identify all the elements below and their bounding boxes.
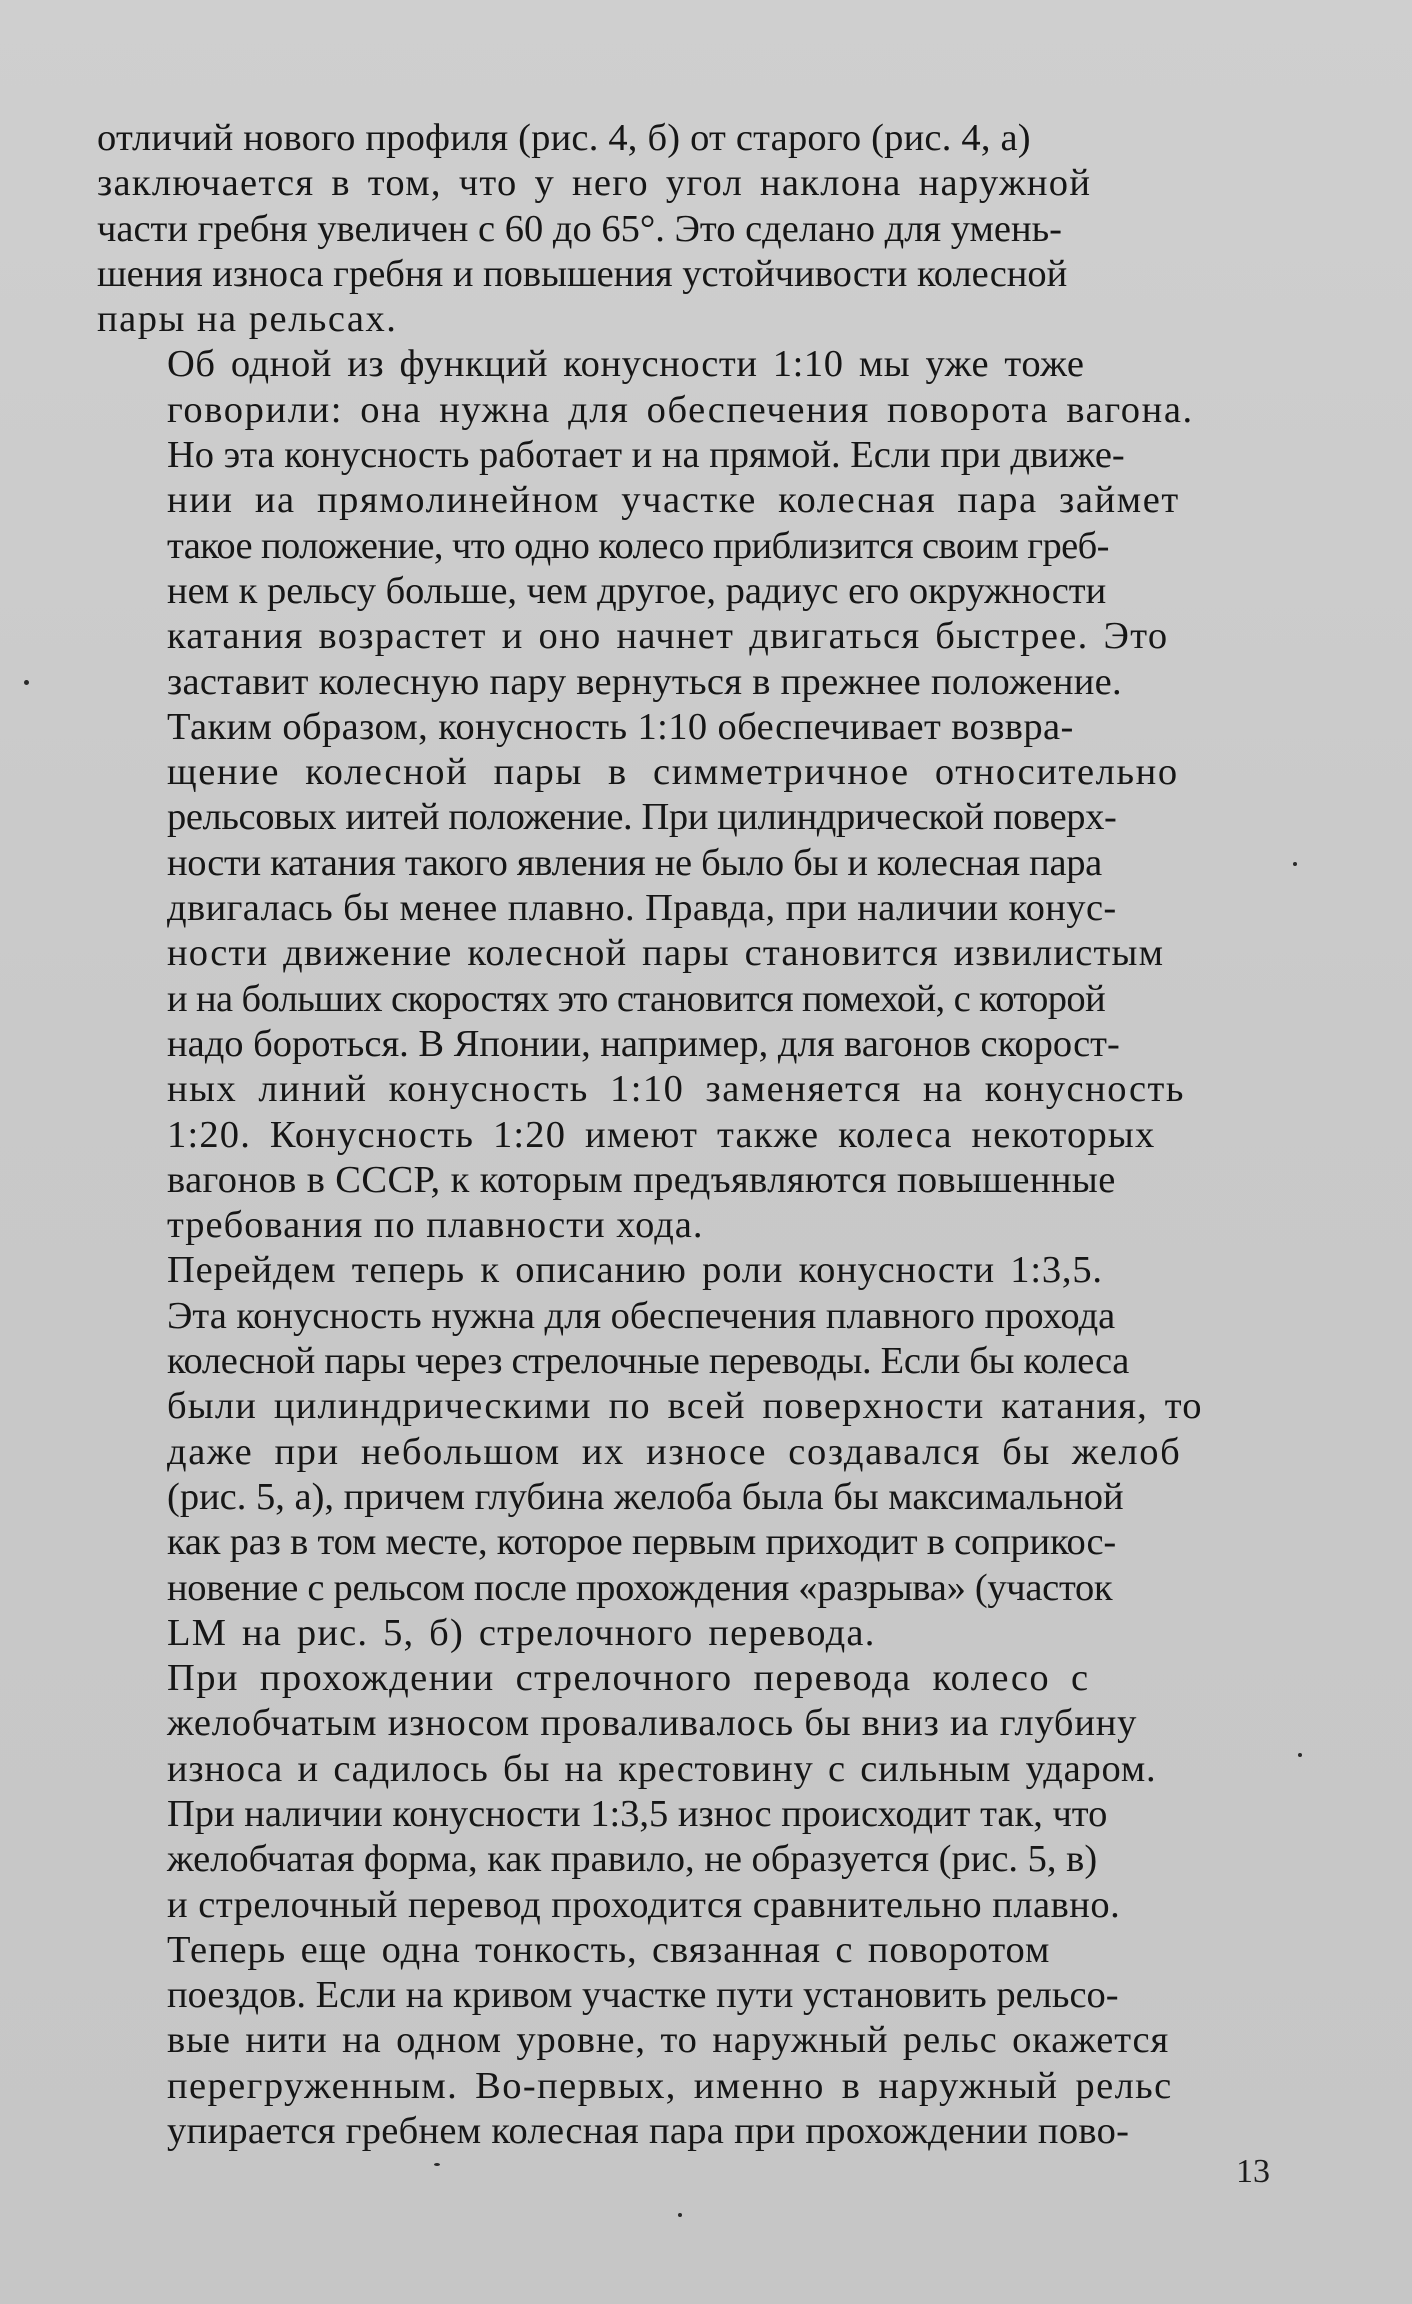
text-line: рельсовых иитей положение. При цилиндрической поверх- — [167, 796, 1117, 839]
text-line: Но эта конусность работает и на прямой. Если при движе- — [167, 434, 1125, 477]
text-line: нии иа прямолинейном участке колесная пара займет — [167, 479, 1180, 522]
text-line: и стрелочный перевод проходится сравнительно плавно. — [167, 1883, 1121, 1926]
text-line: такое положение, что одно колесо приблизится своим греб- — [167, 524, 1109, 567]
paragraph — [97, 116, 1277, 342]
text-line: упирается гребнем колесная пара при прохождении пово- — [167, 2110, 1130, 2153]
paragraph — [97, 342, 1277, 704]
print-speck — [434, 2163, 440, 2166]
text-line: колесной пары через стрелочные переводы. Если бы колеса — [167, 1340, 1129, 1383]
text-line: пары на рельсах. — [97, 298, 398, 341]
page-number: 13 — [1236, 2153, 1270, 2190]
text-line: При прохождении стрелочного перевода колесо с — [167, 1657, 1090, 1700]
text-line: Перейдем теперь к описанию роли конусности 1:3,5. — [167, 1249, 1103, 1292]
text-line: двигалась бы менее плавно. Правда, при наличии конус- — [167, 887, 1117, 930]
text-line: вагонов в СССР, к которым предъявляются повышенные — [167, 1158, 1116, 1201]
paragraph — [97, 1248, 1277, 1656]
text-line: ности движение колесной пары становится извилистым — [167, 932, 1165, 975]
text-line: поездов. Если на кривом участке пути установить рельсо- — [167, 1974, 1119, 2017]
text-line: Об одной из функций конусности 1:10 мы уже тоже — [167, 343, 1085, 386]
text-line: износа и садилось бы на крестовину с сильным ударом. — [167, 1747, 1157, 1790]
print-speck — [1298, 1753, 1302, 1757]
text-line: щение колесной пары в симметричное относительно — [167, 751, 1179, 794]
text-line: ности катания такого явления не было бы и колесная пара — [167, 841, 1102, 884]
text-line: надо бороться. В Японии, например, для вагонов скорост- — [167, 1022, 1120, 1065]
text-line: требования по плавности хода. — [167, 1204, 704, 1247]
text-line: части гребня увеличен с 60 до 65°. Это сделано для умень- — [97, 207, 1062, 250]
text-line: желобчатым износом проваливалось бы вниз иа глубину — [167, 1702, 1138, 1745]
print-speck — [678, 2213, 682, 2217]
text-line: При наличии конусности 1:3,5 износ происходит так, что — [167, 1792, 1108, 1835]
text-line: и на больших скоростях это становится помехой, с которой — [167, 977, 1106, 1020]
text-line: говорили: она нужна для обеспечения поворота вагона. — [167, 388, 1194, 431]
text-line: заключается в том, что у него угол наклона наружной — [97, 162, 1092, 205]
print-speck — [24, 680, 29, 685]
text-line: ных линий конусность 1:10 заменяется на конусность — [167, 1068, 1185, 1111]
text-line: 1:20. Конусность 1:20 имеют также колеса некоторых — [167, 1113, 1156, 1156]
print-speck — [1293, 862, 1297, 866]
text-line: шения износа гребня и повышения устойчивости колесной — [97, 252, 1068, 295]
body-text — [97, 116, 1277, 2154]
text-line: желобчатая форма, как правило, не образуется (рис. 5, в) — [167, 1838, 1098, 1881]
text-line: Эта конусность нужна для обеспечения плавного прохода — [167, 1294, 1116, 1337]
text-line: как раз в том месте, которое первым приходит в соприкос- — [167, 1521, 1117, 1564]
paragraph — [97, 705, 1277, 1249]
text-line: (рис. 5, а), причем глубина желоба была бы максимальной — [167, 1475, 1124, 1518]
text-line: LM на рис. 5, б) стрелочного перевода. — [167, 1611, 876, 1654]
text-line: нем к рельсу больше, чем другое, радиус его окружности — [167, 569, 1107, 612]
text-line: перегруженным. Во-первых, именно в наружный рельс — [167, 2064, 1173, 2107]
text-line: Таким образом, конусность 1:10 обеспечивает возвра- — [167, 705, 1074, 748]
text-line: новение с рельсом после прохождения «разрыва» (участок — [167, 1566, 1113, 1609]
paragraph — [97, 1928, 1277, 2154]
text-line: отличий нового профиля (рис. 4, б) от старого (рис. 4, а) — [97, 117, 1031, 159]
text-line: заставит колесную пару вернуться в прежнее положение. — [167, 660, 1122, 703]
paragraph — [97, 1656, 1277, 1928]
text-line: вые нити на одном уровне, то наружный рельс окажется — [167, 2019, 1170, 2062]
text-line: были цилиндрическими по всей поверхности катания, то — [167, 1385, 1203, 1428]
text-line: Теперь еще одна тонкость, связанная с поворотом — [167, 1928, 1051, 1971]
text-line: даже при небольшом их износе создавался бы желоб — [167, 1430, 1182, 1473]
text-line: катания возрастет и оно начнет двигаться быстрее. Это — [167, 615, 1169, 658]
